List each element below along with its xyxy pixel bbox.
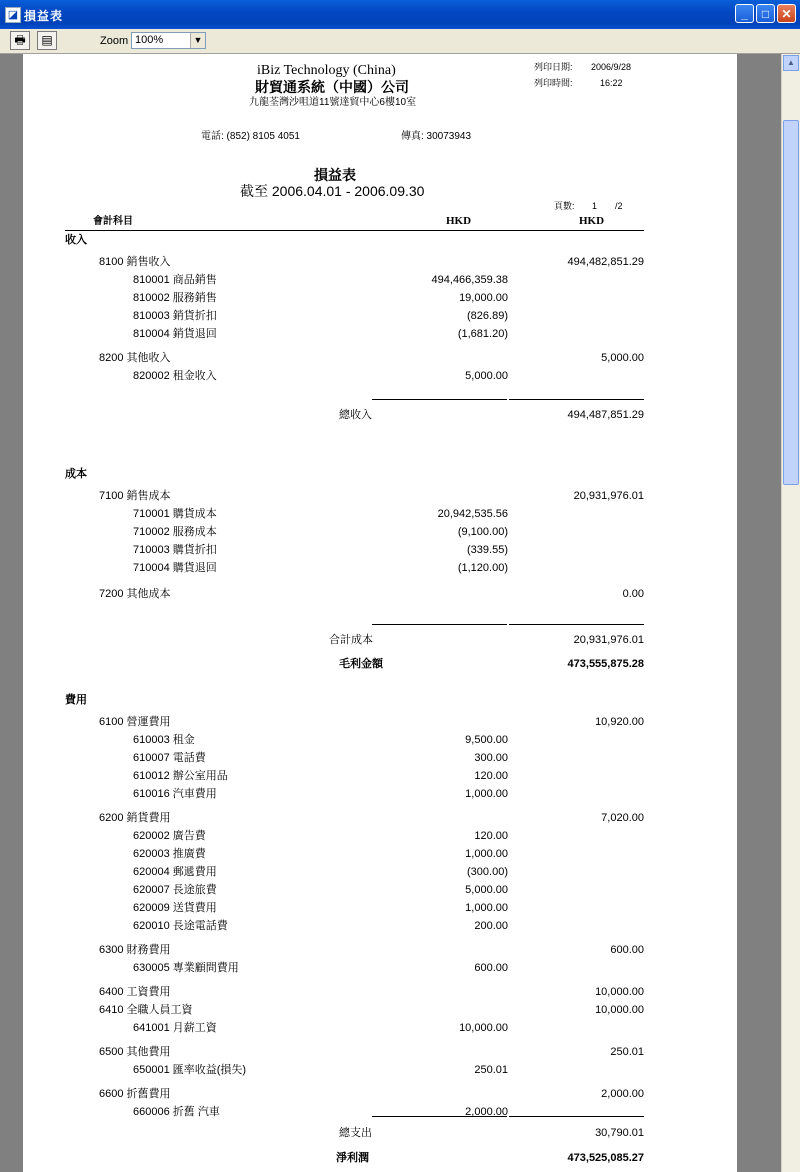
account-group-total: 494,482,851.29 [567, 256, 644, 268]
close-button[interactable]: ✕ [777, 4, 796, 23]
company-fax: 傳真: 30073943 [401, 131, 472, 142]
account-item: 610007 電話費 [133, 752, 206, 764]
account-item: 650001 匯率收益(損失) [133, 1064, 247, 1076]
minimize-button[interactable]: _ [735, 4, 754, 23]
account-item-amount: 250.01 [474, 1064, 508, 1076]
account-item: 610003 租金 [133, 734, 195, 746]
account-item-amount: 9,500.00 [465, 734, 508, 746]
account-item-amount: (9,100.00) [457, 526, 508, 538]
account-item: 820002 租金收入 [133, 370, 217, 382]
account-item-amount: 19,000.00 [459, 292, 508, 304]
account-group: 6200 銷貨費用 [99, 812, 171, 824]
account-item: 710002 服務成本 [133, 526, 217, 538]
export-button[interactable] [37, 31, 57, 50]
zoom-value: 100% [135, 34, 164, 46]
account-group: 6400 工資費用 [99, 986, 171, 998]
account-item-amount: 20,942,535.56 [437, 508, 508, 520]
total-income: 494,487,851.29 [567, 409, 644, 421]
account-item-amount: 494,466,359.38 [431, 274, 508, 286]
print-time-label: 列印時間: [534, 78, 573, 88]
report-viewport [0, 54, 781, 1172]
account-item: 620007 長途旅費 [133, 884, 217, 896]
account-group-total: 5,000.00 [601, 352, 644, 364]
account-item-amount: 1,000.00 [465, 848, 508, 860]
account-item: 620010 長途電話費 [133, 920, 228, 932]
gross-profit: 473,555,875.28 [567, 658, 644, 670]
account-item: 620003 推廣費 [133, 848, 206, 860]
account-item-amount: (339.55) [467, 544, 508, 556]
account-item-amount: 1,000.00 [465, 902, 508, 914]
total-rule [509, 399, 644, 400]
account-item: 641001 月薪工資 [133, 1022, 217, 1034]
account-item-amount: 120.00 [474, 830, 508, 842]
printer-icon: 🖶 [14, 33, 26, 47]
print-time: 16:22 [600, 78, 623, 88]
account-group-total: 0.00 [622, 588, 644, 600]
scroll-up-arrow[interactable]: ▲ [783, 55, 799, 71]
col-hkd-header: HKD [446, 215, 472, 227]
document-icon: ▤ [41, 33, 53, 47]
zoom-select[interactable] [131, 32, 206, 49]
account-item-amount: 5,000.00 [465, 884, 508, 896]
total-cost: 20,931,976.01 [573, 634, 644, 646]
account-group-total: 7,020.00 [601, 812, 644, 824]
print-date-label: 列印日期: [534, 62, 573, 72]
net-profit: 473,525,085.27 [567, 1152, 644, 1164]
total-expense: 30,790.01 [595, 1127, 644, 1139]
account-item-amount: 2,000.00 [465, 1106, 508, 1118]
account-item-amount: 120.00 [474, 770, 508, 782]
total-rule [509, 624, 644, 625]
account-item: 630005 專業顧問費用 [133, 962, 239, 974]
company-name-cn: 財貿通系統（中國）公司 [255, 79, 409, 95]
scroll-thumb[interactable] [783, 120, 799, 485]
account-item-amount: 600.00 [474, 962, 508, 974]
page-total: /2 [615, 201, 623, 211]
report-period: 截至 2006.04.01 - 2006.09.30 [240, 183, 425, 199]
account-item-amount: (1,681.20) [457, 328, 508, 340]
account-item: 610012 辦公室用品 [133, 770, 228, 782]
print-button[interactable] [10, 31, 30, 50]
account-item-amount: 10,000.00 [459, 1022, 508, 1034]
page-current: 1 [592, 201, 598, 211]
account-item: 660006 折舊 汽車 [133, 1106, 220, 1118]
total-income-label: 總收入 [339, 409, 372, 421]
page-label: 頁數: [554, 201, 575, 211]
account-group: 8100 銷售收入 [99, 256, 171, 268]
account-item: 810003 銷貨折扣 [133, 310, 217, 322]
zoom-label: Zoom [100, 35, 129, 47]
col-hkd-header: HKD [579, 215, 605, 227]
section-heading: 收入 [65, 234, 87, 246]
window-titlebar [0, 0, 800, 29]
account-item-amount: 1,000.00 [465, 788, 508, 800]
total-rule [509, 1116, 644, 1117]
account-group-total: 10,920.00 [595, 716, 644, 728]
account-item-amount: (1,120.00) [457, 562, 508, 574]
account-group: 6300 財務費用 [99, 944, 171, 956]
print-date: 2006/9/28 [591, 62, 632, 72]
account-item-amount: 5,000.00 [465, 370, 508, 382]
account-item: 610016 汽車費用 [133, 788, 217, 800]
report-title: 損益表 [314, 167, 356, 183]
account-group: 7200 其他成本 [99, 588, 171, 600]
account-group: 8200 其他收入 [99, 352, 171, 364]
company-phone: 電話: (852) 8105 4051 [201, 131, 300, 142]
header-rule [65, 230, 644, 231]
account-item: 810001 商品銷售 [133, 274, 217, 286]
window-title: 損益表 [24, 9, 64, 23]
col-account-header: 會計科目 [93, 216, 133, 227]
total-expense-label: 總支出 [339, 1127, 372, 1139]
account-item-amount: 300.00 [474, 752, 508, 764]
account-item: 710004 購貨退回 [133, 562, 217, 574]
company-name-en: iBiz Technology (China) [257, 63, 396, 78]
account-group-total: 10,000.00 [595, 1004, 644, 1016]
account-group: 7100 銷售成本 [99, 490, 171, 502]
total-rule [372, 624, 507, 625]
account-group-total: 10,000.00 [595, 986, 644, 998]
app-icon: ◪ [5, 7, 21, 23]
chevron-down-icon[interactable]: ▼ [190, 33, 205, 48]
account-item-amount: 200.00 [474, 920, 508, 932]
account-group: 6600 折舊費用 [99, 1088, 171, 1100]
section-heading: 成本 [65, 468, 87, 480]
account-item-amount: (826.89) [467, 310, 508, 322]
account-group-total: 250.01 [610, 1046, 644, 1058]
total-rule [372, 399, 507, 400]
account-group-total: 2,000.00 [601, 1088, 644, 1100]
total-cost-label: 合計成本 [329, 634, 373, 646]
toolbar [0, 29, 800, 54]
account-item: 710001 購貨成本 [133, 508, 217, 520]
maximize-button[interactable]: □ [756, 4, 775, 23]
account-item: 620009 送貨費用 [133, 902, 217, 914]
account-item: 620004 郵遞費用 [133, 866, 217, 878]
gross-profit-label: 毛利金額 [339, 658, 383, 670]
net-profit-label: 淨利潤 [336, 1152, 369, 1164]
account-item: 620002 廣告費 [133, 830, 206, 842]
section-heading: 費用 [65, 694, 87, 706]
account-group-total: 20,931,976.01 [573, 490, 644, 502]
account-group-total: 600.00 [610, 944, 644, 956]
report-page [23, 54, 737, 1172]
account-group: 6100 營運費用 [99, 716, 171, 728]
account-item: 710003 購貨折扣 [133, 544, 217, 556]
total-rule [372, 1116, 507, 1117]
company-address: 九龍荃灣沙咀道11號達貿中心6樓10室 [249, 97, 417, 108]
account-group: 6410 全職人員工資 [99, 1004, 193, 1016]
account-group: 6500 其他費用 [99, 1046, 171, 1058]
account-item-amount: (300.00) [467, 866, 508, 878]
vertical-scrollbar[interactable] [781, 54, 800, 1172]
account-item: 810002 服務銷售 [133, 292, 217, 304]
account-item: 810004 銷貨退回 [133, 328, 217, 340]
